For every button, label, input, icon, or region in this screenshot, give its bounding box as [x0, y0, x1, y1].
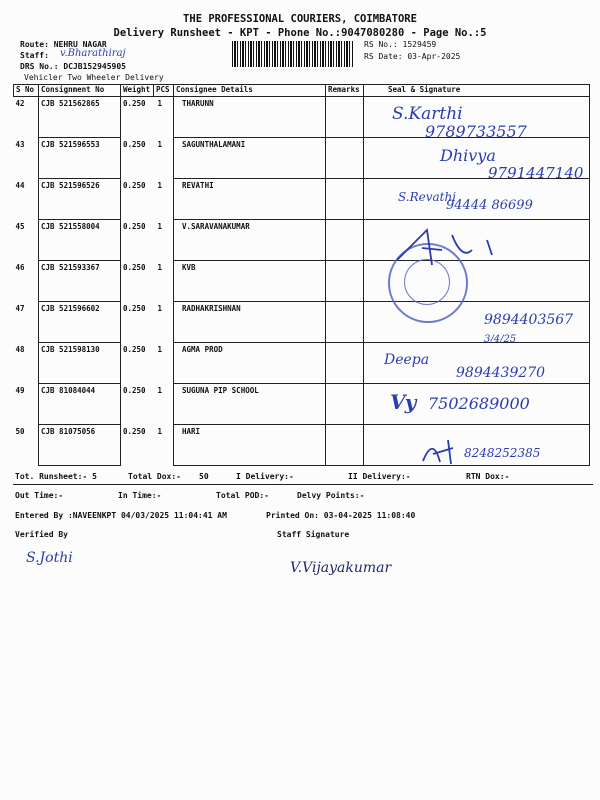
- signature-45-scribble: [392, 220, 532, 280]
- delvy-points: Delvy Points:-: [297, 491, 365, 500]
- table-header-row: [14, 85, 590, 97]
- col-weight: Weight: [121, 85, 154, 97]
- phone-47: 9894403567: [484, 312, 574, 328]
- table-row: 47 CJB 521596602 0.250 1 RADHAKRISHNAN: [14, 302, 590, 343]
- company-title: THE PROFESSIONAL COURIERS, COIMBATORE: [183, 13, 417, 25]
- staff-signature: V.Vijayakumar: [290, 560, 392, 576]
- signature-44: S.Revathi: [398, 190, 457, 204]
- table-row: 49 CJB 81084044 0.250 1 SUGUNA PIP SCHOOL: [14, 384, 590, 425]
- total-pod: Total POD:-: [216, 491, 269, 500]
- phone-44: 94444 86699: [446, 198, 533, 213]
- out-time: Out Time:-: [15, 491, 64, 500]
- rtn-dox: RTN Dox:-: [466, 472, 510, 481]
- phone-42: 9789733557: [425, 122, 527, 141]
- signature-43: Dhivya: [440, 146, 496, 165]
- total-dox-value: 50: [199, 472, 209, 481]
- drs-number: DRS No.: DCJB152945905: [20, 62, 126, 71]
- table-row: 44 CJB 521596526 0.250 1 REVATHI: [14, 179, 590, 220]
- entered-by: Entered By :NAVEENKPT 04/03/2025 11:04:41 AM: [15, 511, 227, 520]
- col-sno: S No: [14, 85, 39, 97]
- total-dox-label: Total Dox:-: [128, 472, 181, 481]
- table-row: 50 CJB 81075056 0.250 1 HARI: [14, 425, 590, 466]
- route-label: Route: NEHRU NAGAR: [20, 40, 107, 49]
- i-delivery: I Delivery:-: [236, 472, 294, 481]
- table-row: 43 CJB 521596553 0.250 1 SAGUNTHALAMANI: [14, 138, 590, 179]
- phone-50: 8248252385: [464, 446, 541, 460]
- phone-48: 9894439270: [456, 365, 546, 381]
- table-row: 42 CJB 521562865 0.250 1 THARUNN: [14, 97, 590, 138]
- vehicle-info: Vehicler Two Wheeler Delivery: [24, 73, 164, 82]
- staff-signature-label: Staff Signature: [277, 530, 350, 539]
- col-remarks: Remarks: [326, 85, 364, 97]
- table-row: 48 CJB 521598130 0.250 1 AGMA PROD: [14, 343, 590, 384]
- col-signature: Seal & Signature: [364, 85, 590, 97]
- date-47: 3/4/25: [484, 334, 517, 345]
- staff-handwritten: v.Bharathiraj: [60, 48, 126, 59]
- rs-date: RS Date: 03-Apr-2025: [364, 52, 461, 61]
- signature-48: Deepa: [384, 352, 430, 368]
- rs-number: RS No.: 1529459: [364, 40, 437, 49]
- runsheet-title: Delivery Runsheet - KPT - Phone No.:9047080280 - Page No.:5: [113, 27, 487, 39]
- in-time: In Time:-: [118, 491, 162, 500]
- col-pcs: PCS: [154, 85, 174, 97]
- verified-by-signature: S.Jothi: [26, 550, 73, 566]
- phone-49: 7502689000: [428, 394, 530, 413]
- tot-runsheet: Tot. Runsheet:- 5: [15, 472, 97, 481]
- verified-by-label: Verified By: [15, 530, 68, 539]
- divider: [13, 484, 593, 485]
- table-row: 46 CJB 521593367 0.250 1 KVB: [14, 261, 590, 302]
- barcode: [232, 41, 354, 67]
- table-row: 45 CJB 521558004 0.250 1 V.SARAVANAKUMAR: [14, 220, 590, 261]
- col-consignment: Consignment No: [39, 85, 121, 97]
- staff-label: Staff:: [20, 51, 49, 60]
- phone-43: 9791447140: [488, 164, 584, 182]
- ii-delivery: II Delivery:-: [348, 472, 411, 481]
- signature-49: Vy: [390, 390, 417, 414]
- printed-on: Printed On: 03-04-2025 11:08:40: [266, 511, 416, 520]
- col-consignee: Consignee Details: [174, 85, 326, 97]
- signature-42: S.Karthi: [392, 104, 463, 124]
